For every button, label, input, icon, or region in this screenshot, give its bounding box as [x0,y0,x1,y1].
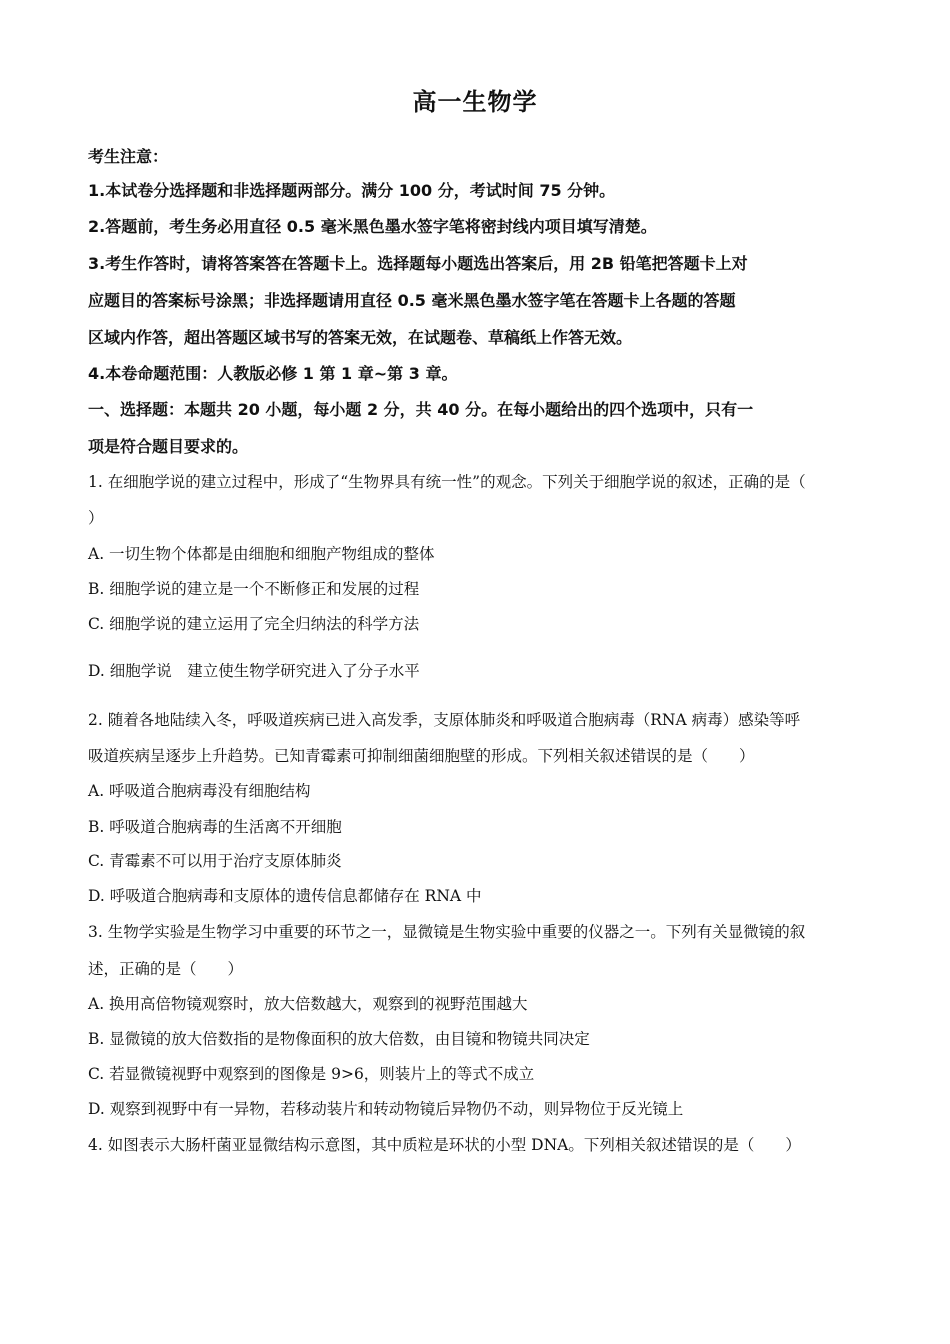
page-title: 高一生物学 [412,88,538,116]
question-option: C. 若显微镜视野中观察到的图像是 9>6，则装片上的等式不成立 [88,1065,535,1083]
notice-item: 1.本试卷分选择题和非选择题两部分。满分 100 分，考试时间 75 分钟。 [88,181,616,200]
question-option: B. 显微镜的放大倍数指的是物像面积的放大倍数，由目镜和物镜共同决定 [88,1030,590,1048]
question-option: A. 换用高倍物镜观察时，放大倍数越大，观察到的视野范围越大 [88,995,528,1013]
question-option: D. 呼吸道合胞病毒和支原体的遗传信息都储存在 RNA 中 [88,887,482,905]
section-heading: 一、选择题：本题共 20 小题，每小题 2 分，共 40 分。在每小题给出的四个选项中，只有一 [88,400,754,419]
question-stem-cont: 吸道疾病呈逐步上升趋势。已知青霉素可抑制细菌细胞壁的形成。下列相关叙述错误的是（ ） [88,747,755,765]
question-stem-cont: ） [88,509,104,527]
notice-item: 应题目的答案标号涂黑；非选择题请用直径 0.5 毫米黑色墨水签字笔在答题卡上各题的答题 [88,291,736,310]
section-heading-cont: 项是符合题目要求的。 [88,437,249,456]
question-option: A. 一切生物个体都是由细胞和细胞产物组成的整体 [88,545,435,563]
question-stem: 4. 如图表示大肠杆菌亚显微结构示意图，其中质粒是环状的小型 DNA。下列相关叙述错误的是（ ） [88,1136,801,1154]
question-stem: 1. 在细胞学说的建立过程中，形成了“生物界具有统一性”的观念。下列关于细胞学说的叙述，正确的是（ [88,473,806,491]
question-option: A. 呼吸道合胞病毒没有细胞结构 [88,782,311,800]
question-stem: 3. 生物学实验是生物学习中重要的环节之一，显微镜是生物实验中重要的仪器之一。下列有关显微镜的叙 [88,923,806,941]
notice-heading: 考生注意： [88,147,169,166]
notice-item: 4.本卷命题范围：人教版必修 1 第 1 章~第 3 章。 [88,364,458,383]
question-stem-cont: 述，正确的是（ ） [88,960,244,978]
question-option: B. 呼吸道合胞病毒的生活离不开细胞 [88,818,342,836]
notice-item: 区域内作答，超出答题区域书写的答案无效，在试题卷、草稿纸上作答无效。 [88,328,633,347]
question-option: C. 青霉素不可以用于治疗支原体肺炎 [88,852,342,870]
question-option: C. 细胞学说的建立运用了完全归纳法的科学方法 [88,615,420,633]
question-option: B. 细胞学说的建立是一个不断修正和发展的过程 [88,580,420,598]
question-stem: 2. 随着各地陆续入冬，呼吸道疾病已进入高发季，支原体肺炎和呼吸道合胞病毒（RNA 病毒）感染等呼 [88,711,801,729]
question-option: D. 细胞学说 建立使生物学研究进入了分子水平 [88,662,420,680]
notice-item: 3.考生作答时，请将答案答在答题卡上。选择题每小题选出答案后，用 2B 铅笔把答题卡上对 [88,254,748,273]
notice-item: 2.答题前，考生务必用直径 0.5 毫米黑色墨水签字笔将密封线内项目填写清楚。 [88,217,657,236]
question-option: D. 观察到视野中有一异物，若移动装片和转动物镜后异物仍不动，则异物位于反光镜上 [88,1100,684,1118]
